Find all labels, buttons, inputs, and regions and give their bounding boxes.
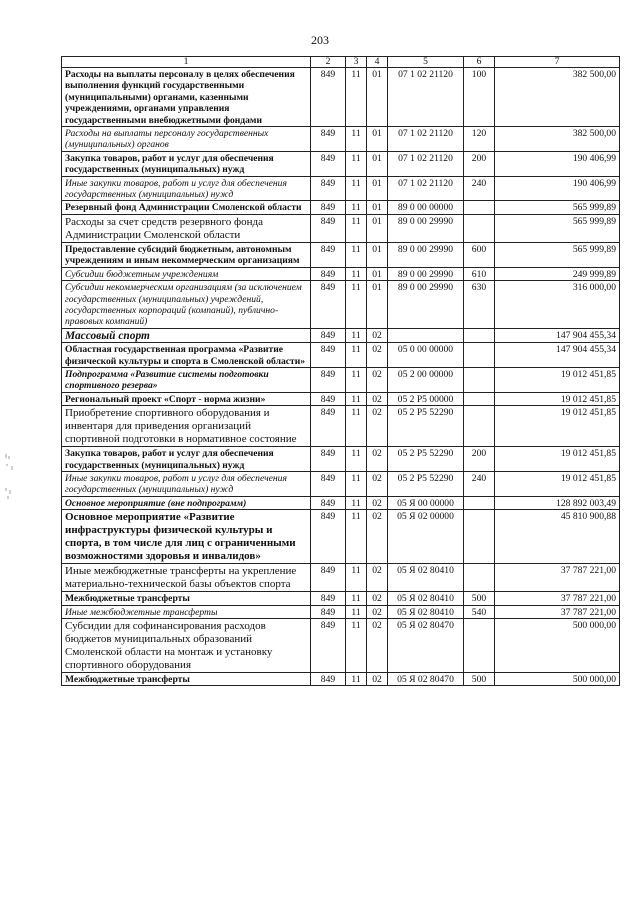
cell-expense-type: 240 [464,176,495,201]
cell-ministry-code: 849 [311,343,346,368]
cell-expense-type: 600 [464,242,495,267]
cell-subsection: 02 [367,564,388,592]
page-number: 203 [311,33,329,47]
cell-subsection: 01 [367,176,388,201]
cell-target-article: 89 0 00 29990 [388,281,464,329]
cell-amount: 128 892 003,49 [495,496,620,509]
cell-target-article: 05 Я 02 80410 [388,605,464,618]
margin-scan-marks [4,452,16,502]
cell-ministry-code: 849 [311,328,346,342]
cell-ministry-code: 849 [311,127,346,152]
column-header: 5 [388,57,464,68]
cell-amount: 190 406,99 [495,176,620,201]
row-name: Субсидии для софинансирования расходов бюджетов муниципальных образований Смоленской области на монтаж и установку спортивного оборудования [62,619,311,673]
cell-expense-type: 540 [464,605,495,618]
cell-target-article: 05 2 P5 52290 [388,447,464,472]
cell-target-article: 05 Я 02 80410 [388,564,464,592]
cell-amount: 316 000,00 [495,281,620,329]
cell-target-article: 05 2 00 00000 [388,367,464,392]
cell-section: 11 [346,267,367,280]
cell-ministry-code: 849 [311,605,346,618]
cell-ministry-code: 849 [311,592,346,605]
cell-subsection: 02 [367,619,388,673]
cell-subsection: 02 [367,406,388,447]
cell-subsection: 01 [367,281,388,329]
cell-amount: 565 999,89 [495,201,620,214]
cell-expense-type: 500 [464,592,495,605]
table-row [62,471,620,496]
cell-ministry-code: 849 [311,619,346,673]
cell-target-article: 89 0 00 00000 [388,201,464,214]
cell-section: 11 [346,392,367,405]
cell-subsection: 02 [367,673,388,686]
cell-section: 11 [346,564,367,592]
table-row [62,343,620,368]
cell-amount: 19 012 451,85 [495,471,620,496]
cell-amount: 565 999,89 [495,214,620,242]
cell-ministry-code: 849 [311,242,346,267]
column-header: 1 [62,57,311,68]
cell-subsection: 01 [367,151,388,176]
row-name: Региональный проект «Спорт - норма жизни» [62,392,311,405]
cell-ministry-code: 849 [311,367,346,392]
row-name: Закупка товаров, работ и услуг для обеспечения государственных (муниципальных) нужд [62,151,311,176]
table-row [62,619,620,673]
cell-section: 11 [346,176,367,201]
cell-expense-type [464,406,495,447]
row-name: Иные межбюджетные трансферты на укрепление материально-технической базы объектов спорта [62,564,311,592]
row-name: Расходы на выплаты персоналу государственных (муниципальных) органов [62,127,311,152]
cell-target-article: 05 Я 02 80470 [388,619,464,673]
table-row [62,201,620,214]
row-name: Резервный фонд Администрации Смоленской области [62,201,311,214]
cell-expense-type [464,367,495,392]
cell-amount: 382 500,00 [495,68,620,127]
cell-ministry-code: 849 [311,447,346,472]
cell-expense-type [464,496,495,509]
cell-ministry-code: 849 [311,267,346,280]
cell-section: 11 [346,605,367,618]
table-row [62,328,620,342]
cell-target-article: 05 2 P5 00000 [388,392,464,405]
row-name: Субсидии бюджетным учреждениям [62,267,311,280]
cell-section: 11 [346,242,367,267]
table-row [62,447,620,472]
table-row [62,392,620,405]
cell-amount: 190 406,99 [495,151,620,176]
cell-ministry-code: 849 [311,496,346,509]
cell-section: 11 [346,281,367,329]
cell-section: 11 [346,447,367,472]
cell-amount: 19 012 451,85 [495,367,620,392]
cell-subsection: 02 [367,343,388,368]
cell-subsection: 01 [367,127,388,152]
header-row [62,57,620,68]
cell-amount: 249 999,89 [495,267,620,280]
cell-subsection: 02 [367,592,388,605]
row-name: Подпрограмма «Развитие системы подготовки спортивного резерва» [62,367,311,392]
cell-subsection: 01 [367,214,388,242]
cell-target-article: 05 Я 00 00000 [388,496,464,509]
cell-subsection: 02 [367,496,388,509]
cell-expense-type: 120 [464,127,495,152]
cell-amount: 37 787 221,00 [495,564,620,592]
row-name: Расходы за счет средств резервного фонда Администрации Смоленской области [62,214,311,242]
table-row [62,151,620,176]
table-row [62,176,620,201]
column-header: 3 [346,57,367,68]
cell-target-article: 07 1 02 21120 [388,151,464,176]
cell-target-article: 05 Я 02 80410 [388,592,464,605]
cell-target-article: 05 2 P5 52290 [388,471,464,496]
table-row [62,605,620,618]
cell-expense-type: 200 [464,447,495,472]
table-row [62,68,620,127]
table-row [62,496,620,509]
table-row [62,214,620,242]
cell-section: 11 [346,127,367,152]
column-header: 4 [367,57,388,68]
row-name: Расходы на выплаты персоналу в целях обеспечения выполнения функций государственными (муниципальными) органами, казенными учреждениями, органами управления государственными внебюджетными фондами [62,68,311,127]
row-name: Закупка товаров, работ и услуг для обеспечения государственных (муниципальных) нужд [62,447,311,472]
table-row [62,281,620,329]
cell-target-article: 89 0 00 29990 [388,242,464,267]
column-header: 2 [311,57,346,68]
cell-ministry-code: 849 [311,68,346,127]
cell-target-article: 07 1 02 21120 [388,68,464,127]
row-name: Приобретение спортивного оборудования и инвентаря для приведения организаций спортивной подготовки в нормативное состояние [62,406,311,447]
table-row [62,242,620,267]
cell-section: 11 [346,367,367,392]
cell-section: 11 [346,673,367,686]
cell-subsection: 02 [367,447,388,472]
cell-target-article: 05 2 P5 52290 [388,406,464,447]
cell-target-article: 89 0 00 29990 [388,267,464,280]
cell-amount: 147 904 455,34 [495,343,620,368]
row-name: Иные закупки товаров, работ и услуг для обеспечения государственных (муниципальных) нужд [62,176,311,201]
cell-subsection: 02 [367,605,388,618]
cell-section: 11 [346,510,367,564]
cell-section: 11 [346,592,367,605]
cell-amount: 19 012 451,85 [495,447,620,472]
cell-target-article: 05 Я 02 80470 [388,673,464,686]
cell-target-article: 05 Я 02 00000 [388,510,464,564]
cell-section: 11 [346,201,367,214]
table-row [62,267,620,280]
budget-table [61,56,620,686]
cell-subsection: 01 [367,201,388,214]
table-row [62,564,620,592]
row-name: Субсидии некоммерческим организациям (за исключением государственных (муниципальных) учреждений, государственных корпораций (компаний), публично-правовых компаний) [62,281,311,329]
cell-amount: 565 999,89 [495,242,620,267]
cell-target-article: 05 0 00 00000 [388,343,464,368]
cell-section: 11 [346,343,367,368]
row-name: Иные закупки товаров, работ и услуг для обеспечения государственных (муниципальных) нужд [62,471,311,496]
cell-section: 11 [346,328,367,342]
cell-expense-type: 500 [464,673,495,686]
cell-target-article: 89 0 00 29990 [388,214,464,242]
cell-target-article: 07 1 02 21120 [388,127,464,152]
cell-ministry-code: 849 [311,673,346,686]
cell-ministry-code: 849 [311,392,346,405]
cell-expense-type [464,343,495,368]
cell-ministry-code: 849 [311,214,346,242]
table-row [62,673,620,686]
cell-expense-type: 100 [464,68,495,127]
cell-amount: 19 012 451,85 [495,392,620,405]
cell-expense-type: 200 [464,151,495,176]
column-header: 6 [464,57,495,68]
cell-section: 11 [346,619,367,673]
cell-expense-type [464,392,495,405]
cell-amount: 500 000,00 [495,619,620,673]
cell-expense-type [464,201,495,214]
row-name: Областная государственная программа «Развитие физической культуры и спорта в Смоленской области» [62,343,311,368]
row-name: Межбюджетные трансферты [62,592,311,605]
cell-subsection: 02 [367,328,388,342]
table-row [62,367,620,392]
table-body [62,68,620,686]
row-name: Иные межбюджетные трансферты [62,605,311,618]
column-header: 7 [495,57,620,68]
cell-ministry-code: 849 [311,201,346,214]
cell-expense-type: 240 [464,471,495,496]
cell-ministry-code: 849 [311,151,346,176]
table-row [62,127,620,152]
cell-section: 11 [346,471,367,496]
cell-ministry-code: 849 [311,176,346,201]
cell-subsection: 02 [367,392,388,405]
cell-target-article: 07 1 02 21120 [388,176,464,201]
cell-amount: 382 500,00 [495,127,620,152]
cell-subsection: 02 [367,471,388,496]
table-row [62,406,620,447]
table-row [62,510,620,564]
cell-target-article [388,328,464,342]
cell-expense-type [464,510,495,564]
cell-section: 11 [346,496,367,509]
table-row [62,592,620,605]
cell-section: 11 [346,406,367,447]
cell-amount: 19 012 451,85 [495,406,620,447]
cell-expense-type: 630 [464,281,495,329]
cell-amount: 500 000,00 [495,673,620,686]
cell-amount: 45 810 900,88 [495,510,620,564]
cell-amount: 37 787 221,00 [495,605,620,618]
cell-ministry-code: 849 [311,471,346,496]
row-name: Основное мероприятие (вне подпрограмм) [62,496,311,509]
cell-expense-type [464,564,495,592]
cell-amount: 37 787 221,00 [495,592,620,605]
row-name: Межбюджетные трансферты [62,673,311,686]
cell-expense-type [464,328,495,342]
cell-section: 11 [346,214,367,242]
cell-subsection: 02 [367,510,388,564]
cell-expense-type [464,214,495,242]
cell-ministry-code: 849 [311,406,346,447]
row-name: Предоставление субсидий бюджетным, автономным учреждениям и иным некоммерческим организациям [62,242,311,267]
cell-section: 11 [346,151,367,176]
cell-amount: 147 904 455,34 [495,328,620,342]
cell-section: 11 [346,68,367,127]
cell-ministry-code: 849 [311,281,346,329]
cell-subsection: 01 [367,68,388,127]
cell-expense-type [464,619,495,673]
cell-ministry-code: 849 [311,510,346,564]
row-name: Основное мероприятие «Развитие инфраструктуры физической культуры и спорта, в том числе для лиц с ограниченными возможностями здоровья и инвалидов» [62,510,311,564]
row-name: Массовый спорт [62,328,311,342]
cell-subsection: 01 [367,242,388,267]
cell-expense-type: 610 [464,267,495,280]
cell-ministry-code: 849 [311,564,346,592]
cell-subsection: 02 [367,367,388,392]
cell-subsection: 01 [367,267,388,280]
